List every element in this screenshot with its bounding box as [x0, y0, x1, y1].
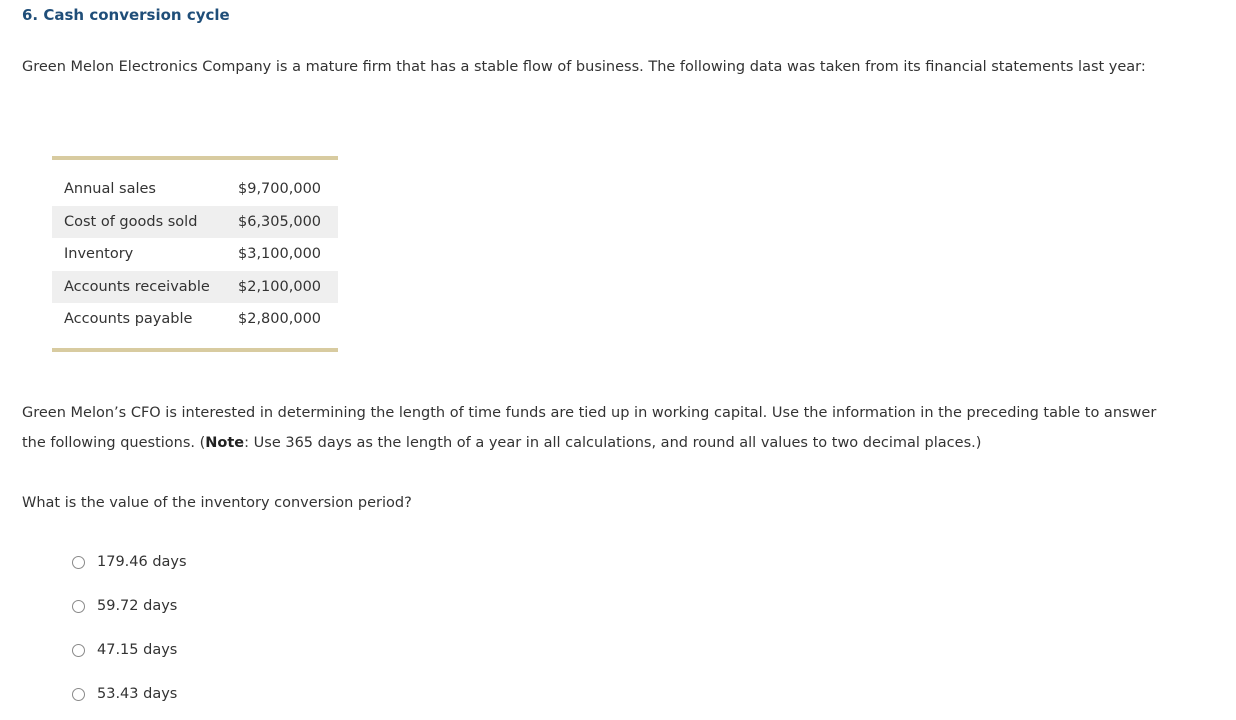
row-value-accounts-receivable: $2,100,000 [238, 278, 322, 295]
table-row [52, 173, 338, 206]
row-value-accounts-payable: $2,800,000 [238, 311, 322, 328]
answer-option[interactable] [72, 540, 187, 584]
row-label-accounts-receivable: Accounts receivable [64, 278, 210, 295]
row-label-inventory: Inventory [64, 246, 134, 263]
row-label-accounts-payable: Accounts payable [64, 311, 193, 328]
question-text: What is the value of the inventory conversion period? [22, 495, 412, 511]
option-label[interactable]: 53.43 days [97, 686, 178, 702]
table-row [52, 206, 338, 239]
financial-data-table [52, 156, 338, 352]
option-label[interactable]: 47.15 days [97, 642, 178, 658]
cfo-paragraph [22, 398, 1172, 458]
radio-button[interactable] [72, 688, 85, 701]
answer-options [72, 540, 187, 716]
table-row [52, 238, 338, 271]
table-row [52, 303, 338, 336]
intro-paragraph: Green Melon Electronics Company is a mature firm that has a stable flow of business. The following data was taken from its financial statements last year: [22, 59, 1146, 75]
question-title: 6. Cash conversion cycle [22, 6, 230, 24]
row-label-annual-sales: Annual sales [64, 181, 156, 198]
option-label[interactable]: 179.46 days [97, 554, 187, 570]
table-row [52, 271, 338, 304]
note-label: Note [205, 435, 245, 451]
answer-option[interactable] [72, 628, 187, 672]
answer-option[interactable] [72, 584, 187, 628]
cfo-text-after: : Use 365 days as the length of a year in all calculations, and round all values to two decimal places.) [244, 435, 982, 451]
radio-button[interactable] [72, 556, 85, 569]
radio-button[interactable] [72, 600, 85, 613]
row-label-cogs: Cost of goods sold [64, 213, 198, 230]
row-value-inventory: $3,100,000 [238, 246, 322, 263]
row-value-cogs: $6,305,000 [238, 213, 322, 230]
cfo-text-before: Green Melon’s CFO is interested in determining the length of time funds are tied up in working capital. Use the information in the preceding table to answer the following questions. ( [22, 405, 1157, 451]
radio-button[interactable] [72, 644, 85, 657]
option-label[interactable]: 59.72 days [97, 598, 178, 614]
row-value-annual-sales: $9,700,000 [238, 181, 322, 198]
answer-option[interactable] [72, 672, 187, 716]
